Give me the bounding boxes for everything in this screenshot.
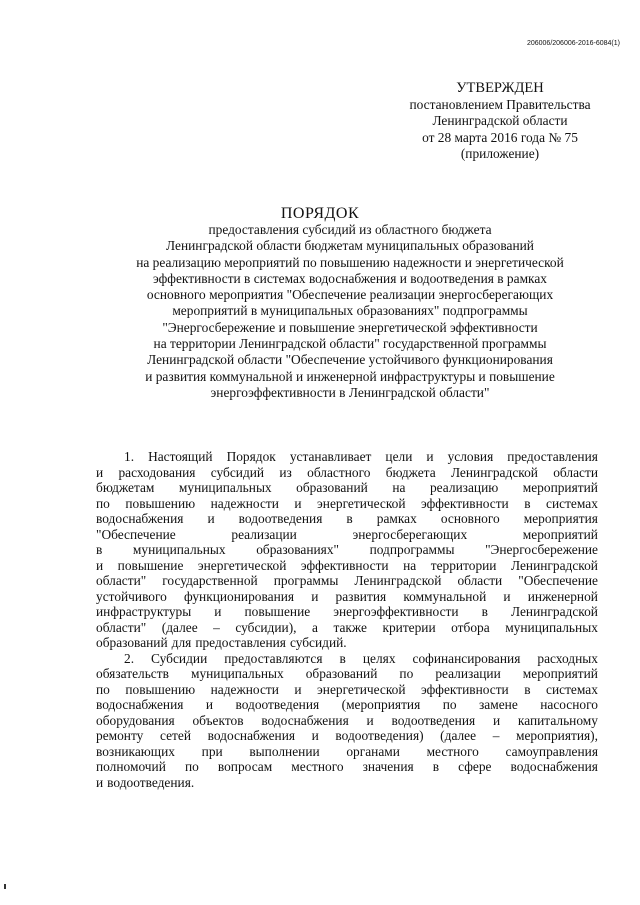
approval-line-4: (приложение): [460, 146, 540, 161]
paragraph-1-line: и повышение энергетической эффективности на территории Ленинградской: [96, 557, 598, 573]
approval-heading: УТВЕРЖДЕН: [456, 80, 544, 96]
subtitle-line: "Энергосбережение и повышение энергетической эффективности: [162, 319, 538, 335]
subtitle-line: на реализацию мероприятий по повышению надежности и энергетической: [136, 254, 564, 270]
document-subtitle: [95, 222, 605, 401]
document-body: [96, 449, 598, 790]
paragraph-2-line: по повышению надежности и энергетической эффективности в системах: [96, 681, 598, 697]
paragraph-2-line: оборудования объектов водоснабжения и водоотведения и капитальному: [96, 712, 598, 728]
subtitle-line: мероприятий в муниципальных образованиях" подпрограммы: [172, 303, 528, 319]
subtitle-line: эффективности в системах водоснабжения и водоотведения в рамках: [153, 270, 547, 286]
paragraph-2-line: полномочий по вопросам местного значения в сфере водоснабжения: [96, 759, 598, 774]
paragraph-1-line: 1. Настоящий Порядок устанавливает цели и условия предоставления: [124, 449, 598, 464]
paragraph-1-line: по повышению надежности и энергетической эффективности в системах: [96, 495, 598, 511]
paragraph-1-line: образований для предоставления субсидий.: [96, 635, 347, 650]
subtitle-line: предоставления субсидий из областного бюджета: [208, 222, 492, 237]
approval-block: [390, 80, 610, 163]
paragraph-1-line: области" (далее – субсидии), а также критерии отбора муниципальных: [96, 619, 598, 635]
paragraph-1-line: в муниципальных образованиях" подпрограммы "Энергосбережение: [96, 542, 598, 557]
approval-line-2: Ленинградской области: [432, 113, 568, 128]
paragraph-1-line: области" государственной программы Ленинградской области "Обеспечение: [96, 573, 598, 588]
paragraph-1-line: водоснабжения и водоотведения в рамках основного мероприятия: [96, 511, 598, 526]
subtitle-line: и развития коммунальной и инженерной инфраструктуры и повышение: [145, 368, 555, 384]
paragraph-1-line: устойчивого функционирования и развития коммунальной и инженерной: [96, 588, 598, 604]
paragraph-2-line: возникающих при выполнении органами местного самоуправления: [96, 743, 598, 759]
paragraph-1-line: бюджетам муниципальных образований на реализацию мероприятий: [96, 480, 598, 495]
paragraph-2-line: и водоотведения.: [96, 774, 195, 790]
subtitle-line: Ленинградской области бюджетам муниципальных образований: [166, 238, 534, 254]
paragraph-1-line: и расходования субсидий из областного бюджета Ленинградской области: [96, 464, 598, 480]
subtitle-line: основного мероприятия "Обеспечение реализации энергосберегающих: [146, 287, 554, 303]
subtitle-line: на территории Ленинградской области" государственной программы: [153, 336, 547, 352]
paragraph-1-line: инфраструктуры и повышение энергоэффективности в Ленинградской: [96, 604, 598, 619]
paragraph-2-line: обязательств муниципальных образований по реализации мероприятий: [96, 666, 598, 681]
paragraph-2-line: 2. Субсидии предоставляются в целях софинансирования расходных: [124, 650, 598, 666]
subtitle-line: Ленинградской области "Обеспечение устойчивого функционирования: [147, 352, 553, 368]
approval-line-3: от 28 марта 2016 года № 75: [422, 129, 578, 145]
subtitle-line: энергоэффективности в Ленинградской области": [210, 384, 490, 400]
paragraph-2-line: ремонту сетей водоснабжения и водоотведения) (далее – мероприятия),: [96, 728, 598, 743]
scan-edge-mark: [4, 884, 6, 889]
paragraph-1-line: "Обеспечение реализации энергосберегающих мероприятий: [96, 526, 598, 542]
approval-line-1: постановлением Правительства: [409, 96, 591, 112]
document-id: 206006/206006-2016-6084(1): [526, 40, 620, 47]
document-title: ПОРЯДОК: [280, 205, 360, 222]
paragraph-2-line: водоснабжения и водоотведения (мероприятия по замене насосного: [96, 697, 598, 712]
